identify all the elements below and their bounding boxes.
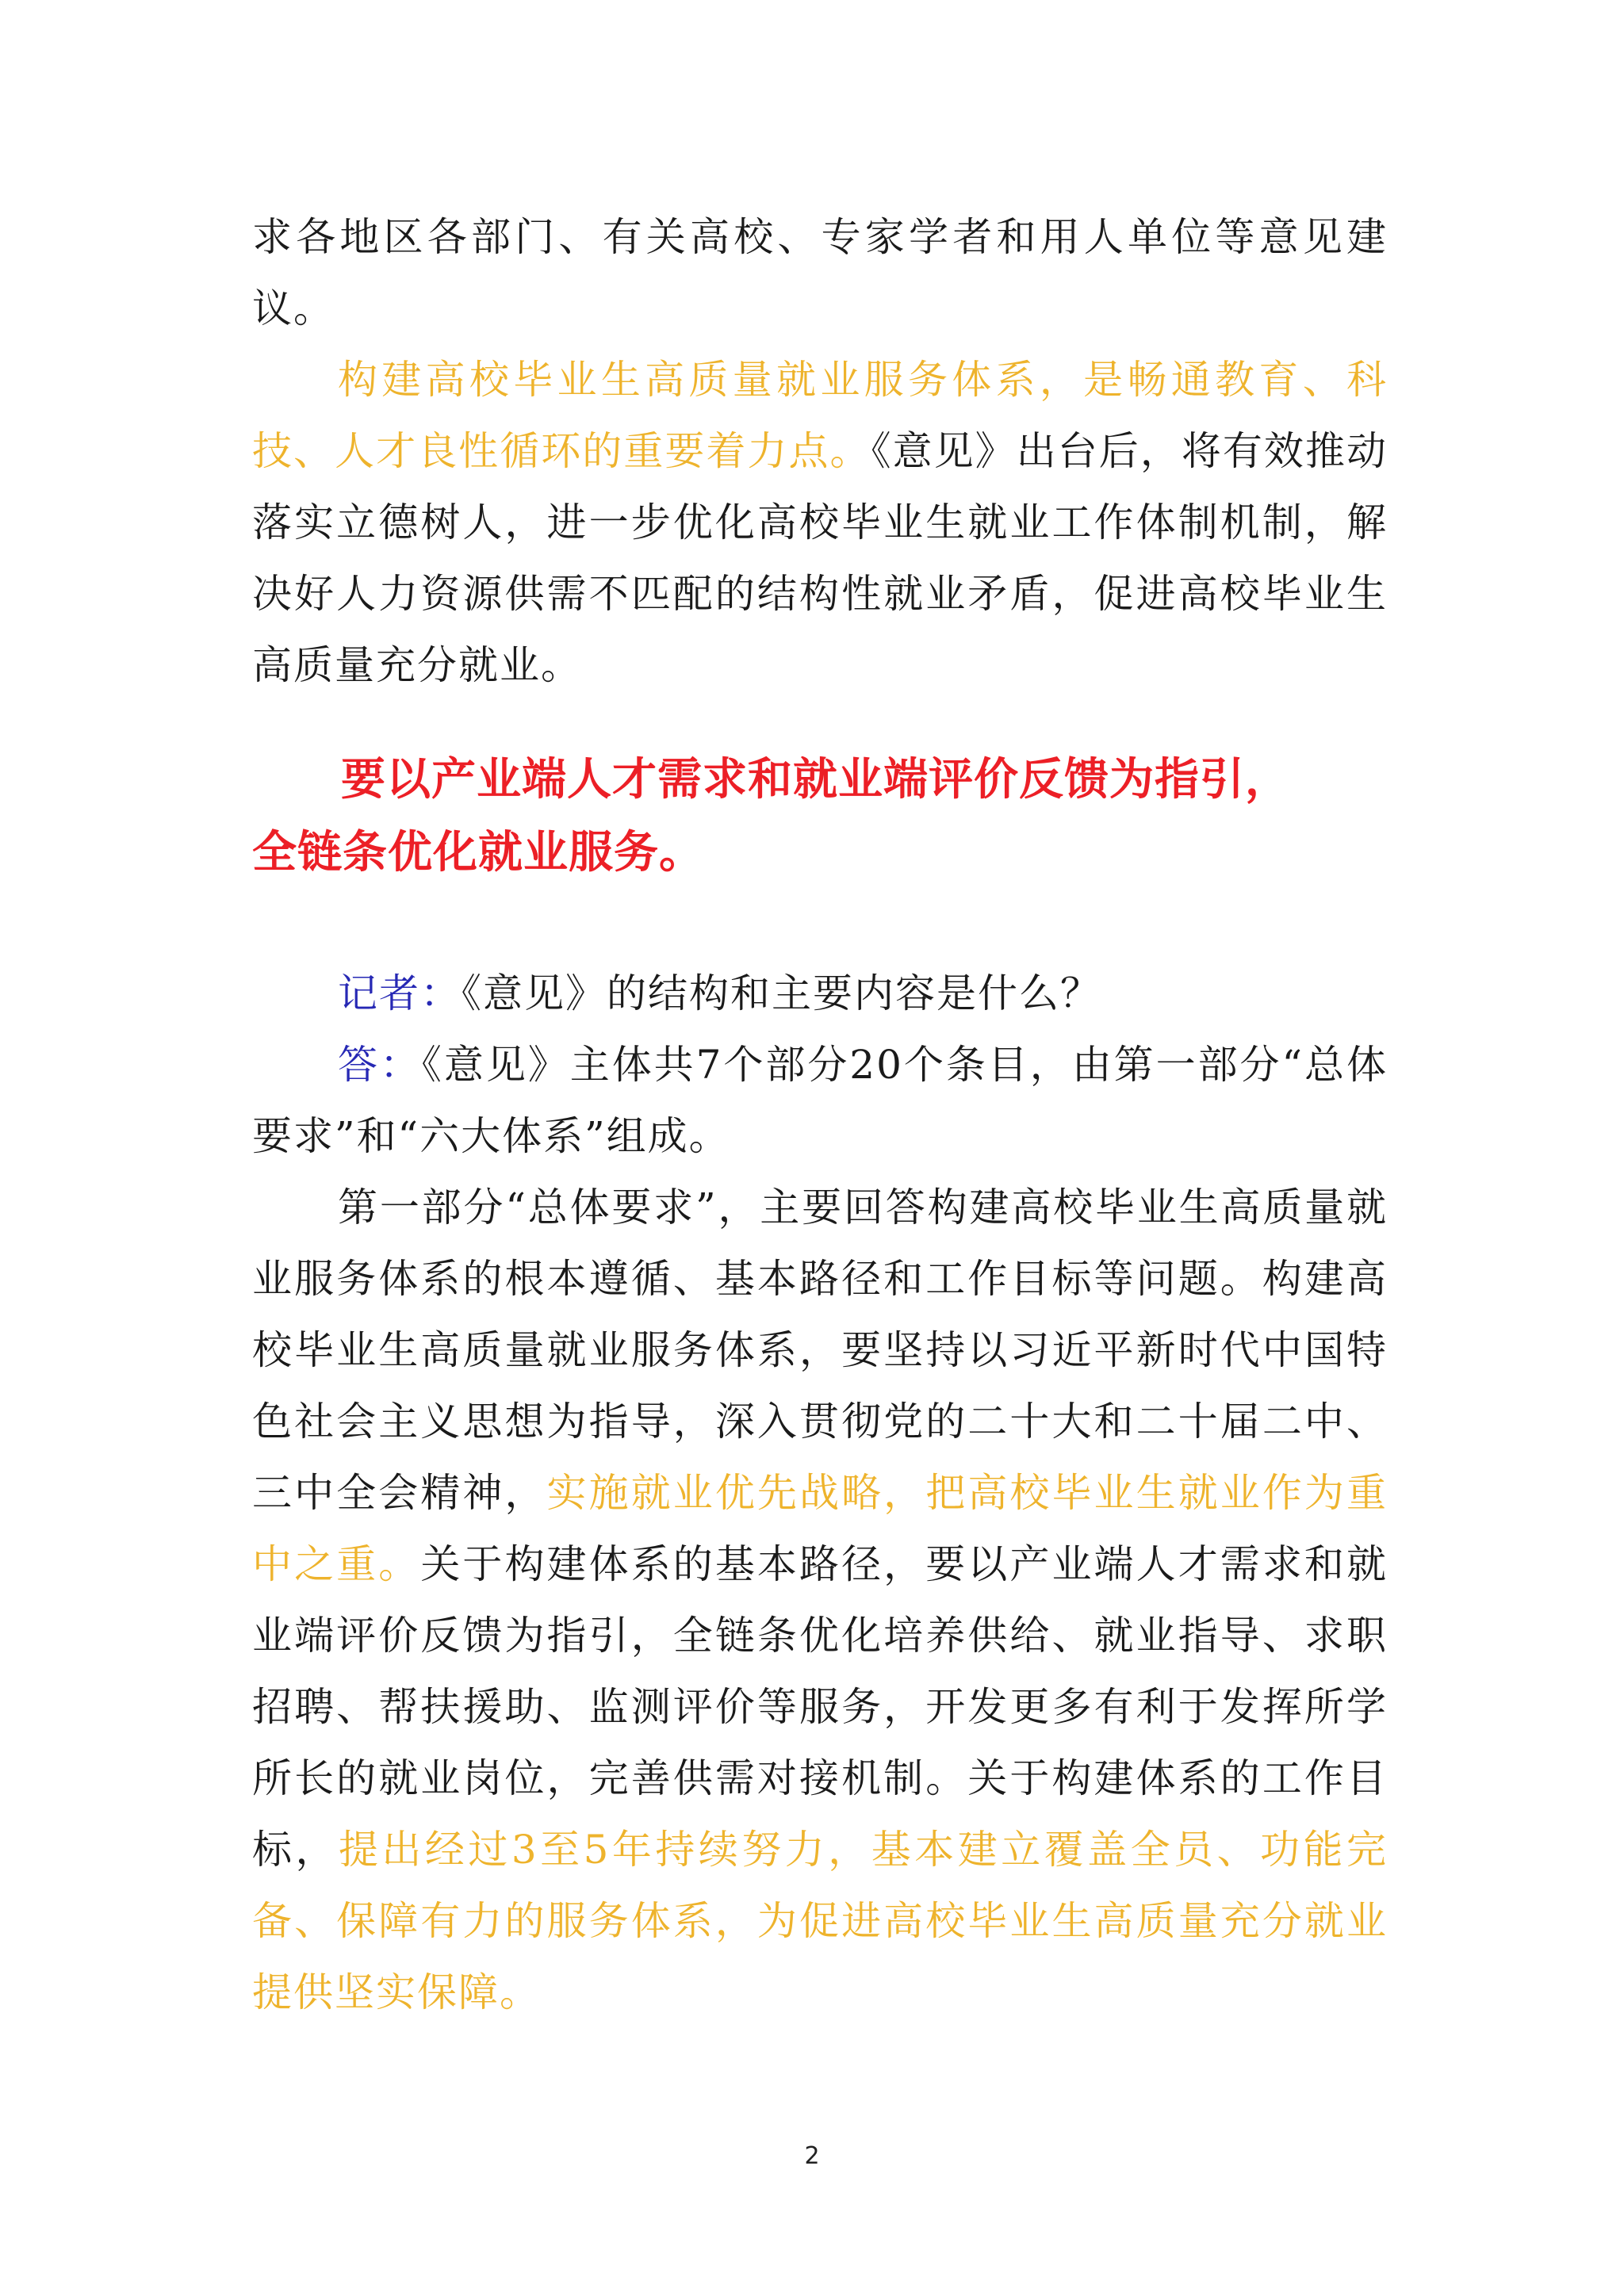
answer-label: 答： xyxy=(338,1042,422,1088)
paragraph-3 xyxy=(252,1172,1388,2028)
paragraph-1-text: 求各地区各部门、有关高校、专家学者和用人单位等意见建议。 xyxy=(252,214,1388,331)
question-label: 记者： xyxy=(338,970,462,1016)
paragraph-3-highlight-1: 实施就业优先战略，把高校毕业生就业作为重中之重。 xyxy=(252,1470,1388,1587)
paragraph-2-highlight: 构建高校毕业生高质量就业服务体系，是畅通教育、科技、人才良性循环的重要着力点。 xyxy=(252,357,1388,474)
question-paragraph xyxy=(252,958,1388,1029)
paragraph-3-part-2: 关于构建体系的基本路径，要以产业端人才需求和就业端评价反馈为指引，全链条优化培养供给、就业指导、求职招聘、帮扶援助、监测评价等服务，开发更多有利于发挥所学所长的就业岗位，完善供需对接机制。关于构建体系的工作目标， xyxy=(252,1541,1388,1873)
paragraph-2 xyxy=(252,344,1388,701)
answer-paragraph xyxy=(252,1029,1388,1172)
paragraph-continued xyxy=(252,201,1388,344)
page-number: 2 xyxy=(804,2142,820,2170)
section-heading-line-2: 全链条优化就业服务。 xyxy=(252,827,704,878)
paragraph-3-part-1: 第一部分“总体要求”，主要回答构建高校毕业生高质量就业服务体系的根本遵循、基本路径和工作目标等问题。构建高校毕业生高质量就业服务体系，要坚持以习近平新时代中国特色社会主义思想为指导，深入贯彻党的二十大和二十届二中、三中全会精神， xyxy=(252,1184,1388,1516)
question-text: 《意见》的结构和主要内容是什么？ xyxy=(462,970,1101,1016)
answer-text: 《意见》主体共7个部分20个条目，由第一部分“总体要求”和“六大体系”组成。 xyxy=(252,1042,1388,1159)
paragraph-2-rest: 《意见》出台后，将有效推动落实立德树人，进一步优化高校毕业生就业工作体制机制，解决好人力资源供需不匹配的结构性就业矛盾，促进高校毕业生高质量充分就业。 xyxy=(252,428,1388,688)
paragraph-2-body xyxy=(252,344,1388,701)
section-heading-line-1: 要以产业端人才需求和就业端评价反馈为指引， xyxy=(341,754,1290,806)
qa-block xyxy=(252,958,1388,2028)
paragraph-3-highlight-2: 提出经过3至5年持续努力，基本建立覆盖全员、功能完备、保障有力的服务体系，为促进高校毕业生高质量充分就业提供坚实保障。 xyxy=(252,1827,1388,2015)
section-heading xyxy=(252,744,1388,890)
